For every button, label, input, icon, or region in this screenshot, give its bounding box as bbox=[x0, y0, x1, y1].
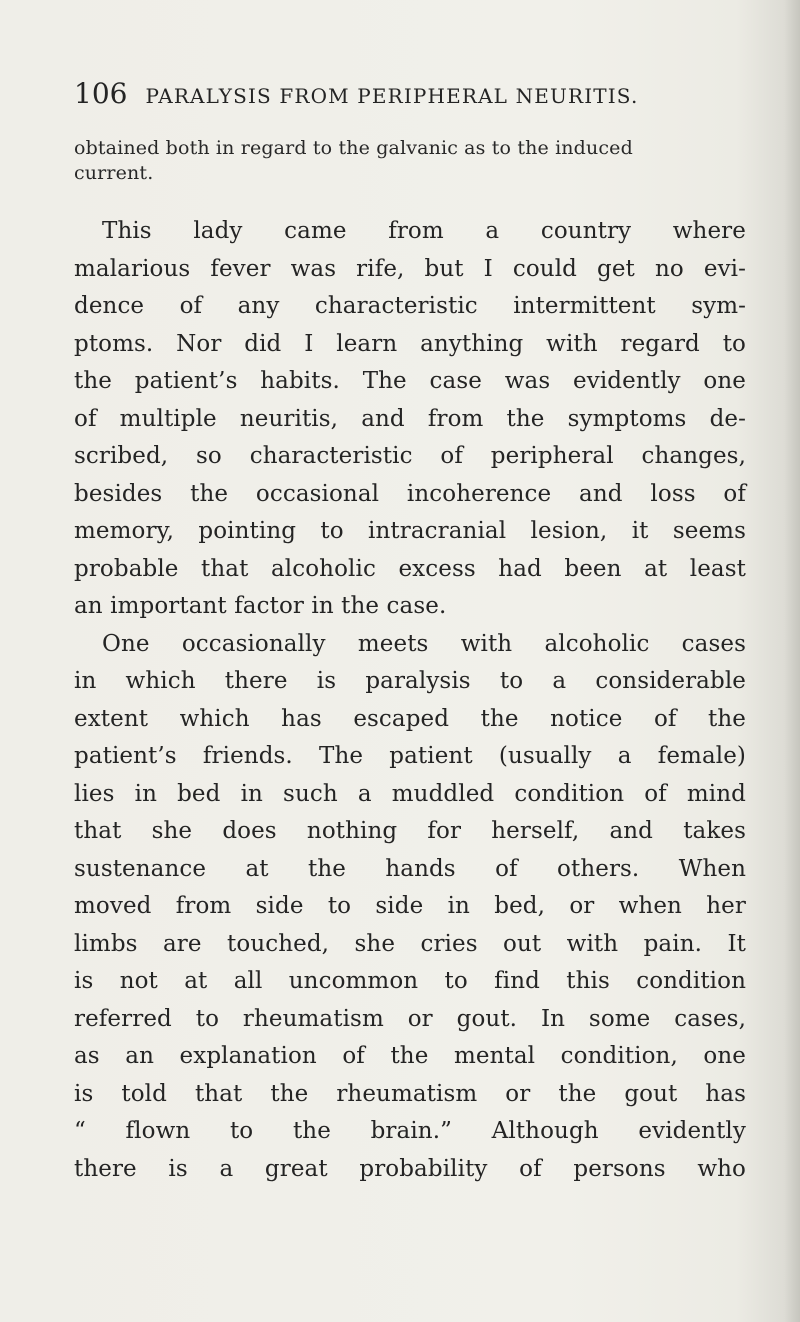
running-title: PARALYSIS FROM PERIPHERAL NEURITIS. bbox=[145, 84, 639, 108]
text-line: obtained both in regard to the galvanic as to the induced bbox=[74, 137, 633, 159]
text-line: there is a great probability of persons who bbox=[74, 1155, 746, 1182]
paragraph-last-line: an important factor in the case. bbox=[74, 593, 447, 619]
text-line: besides the occasional incoherence and loss of bbox=[74, 480, 746, 507]
text-line: is not at all uncommon to find this condition bbox=[74, 968, 746, 994]
text-line: in which there is paralysis to a considerable bbox=[74, 668, 746, 694]
text-line: memory, pointing to intracranial lesion, it seems bbox=[74, 518, 746, 544]
text-line: sustenance at the hands of others. When bbox=[74, 855, 746, 882]
paragraph-first-line: One occasionally meets with alcoholic cases bbox=[102, 630, 746, 657]
text-line: as an explanation of the mental condition, one bbox=[74, 1043, 746, 1069]
text-line: that she does nothing for herself, and takes bbox=[74, 818, 746, 844]
text-line: limbs are touched, she cries out with pain. It bbox=[74, 930, 746, 957]
text-line: dence of any characteristic intermittent sym- bbox=[74, 293, 746, 319]
text-line: referred to rheumatism or gout. In some cases, bbox=[74, 1005, 746, 1032]
text-line: scribed, so characteristic of peripheral changes, bbox=[74, 443, 746, 469]
text-line: current. bbox=[74, 162, 154, 184]
text-line: extent which has escaped the notice of the bbox=[74, 705, 746, 732]
text-line: probable that alcoholic excess had been at least bbox=[74, 555, 746, 582]
paragraph-first-line: This lady came from a country where bbox=[102, 218, 746, 244]
text-line: moved from side to side in bed, or when her bbox=[74, 893, 746, 919]
main-text bbox=[74, 213, 746, 1188]
text-line: of multiple neuritis, and from the symptoms de- bbox=[74, 405, 746, 432]
text-line: “ flown to the brain.” Although evidently bbox=[74, 1118, 746, 1144]
text-line: the patient’s habits. The case was evidently one bbox=[74, 368, 746, 394]
text-line: malarious fever was rife, but I could get no evi- bbox=[74, 255, 746, 282]
text-line: patient’s friends. The patient (usually a female) bbox=[74, 743, 746, 769]
text-line: is told that the rheumatism or the gout has bbox=[74, 1080, 746, 1107]
text-line: lies in bed in such a muddled condition of mind bbox=[74, 780, 746, 807]
page-edge-shadow bbox=[784, 0, 800, 1322]
page-header bbox=[74, 77, 638, 111]
page-number: 106 bbox=[74, 77, 128, 110]
continued-paragraph bbox=[74, 136, 746, 186]
text-line: ptoms. Nor did I learn anything with regard to bbox=[74, 330, 746, 357]
